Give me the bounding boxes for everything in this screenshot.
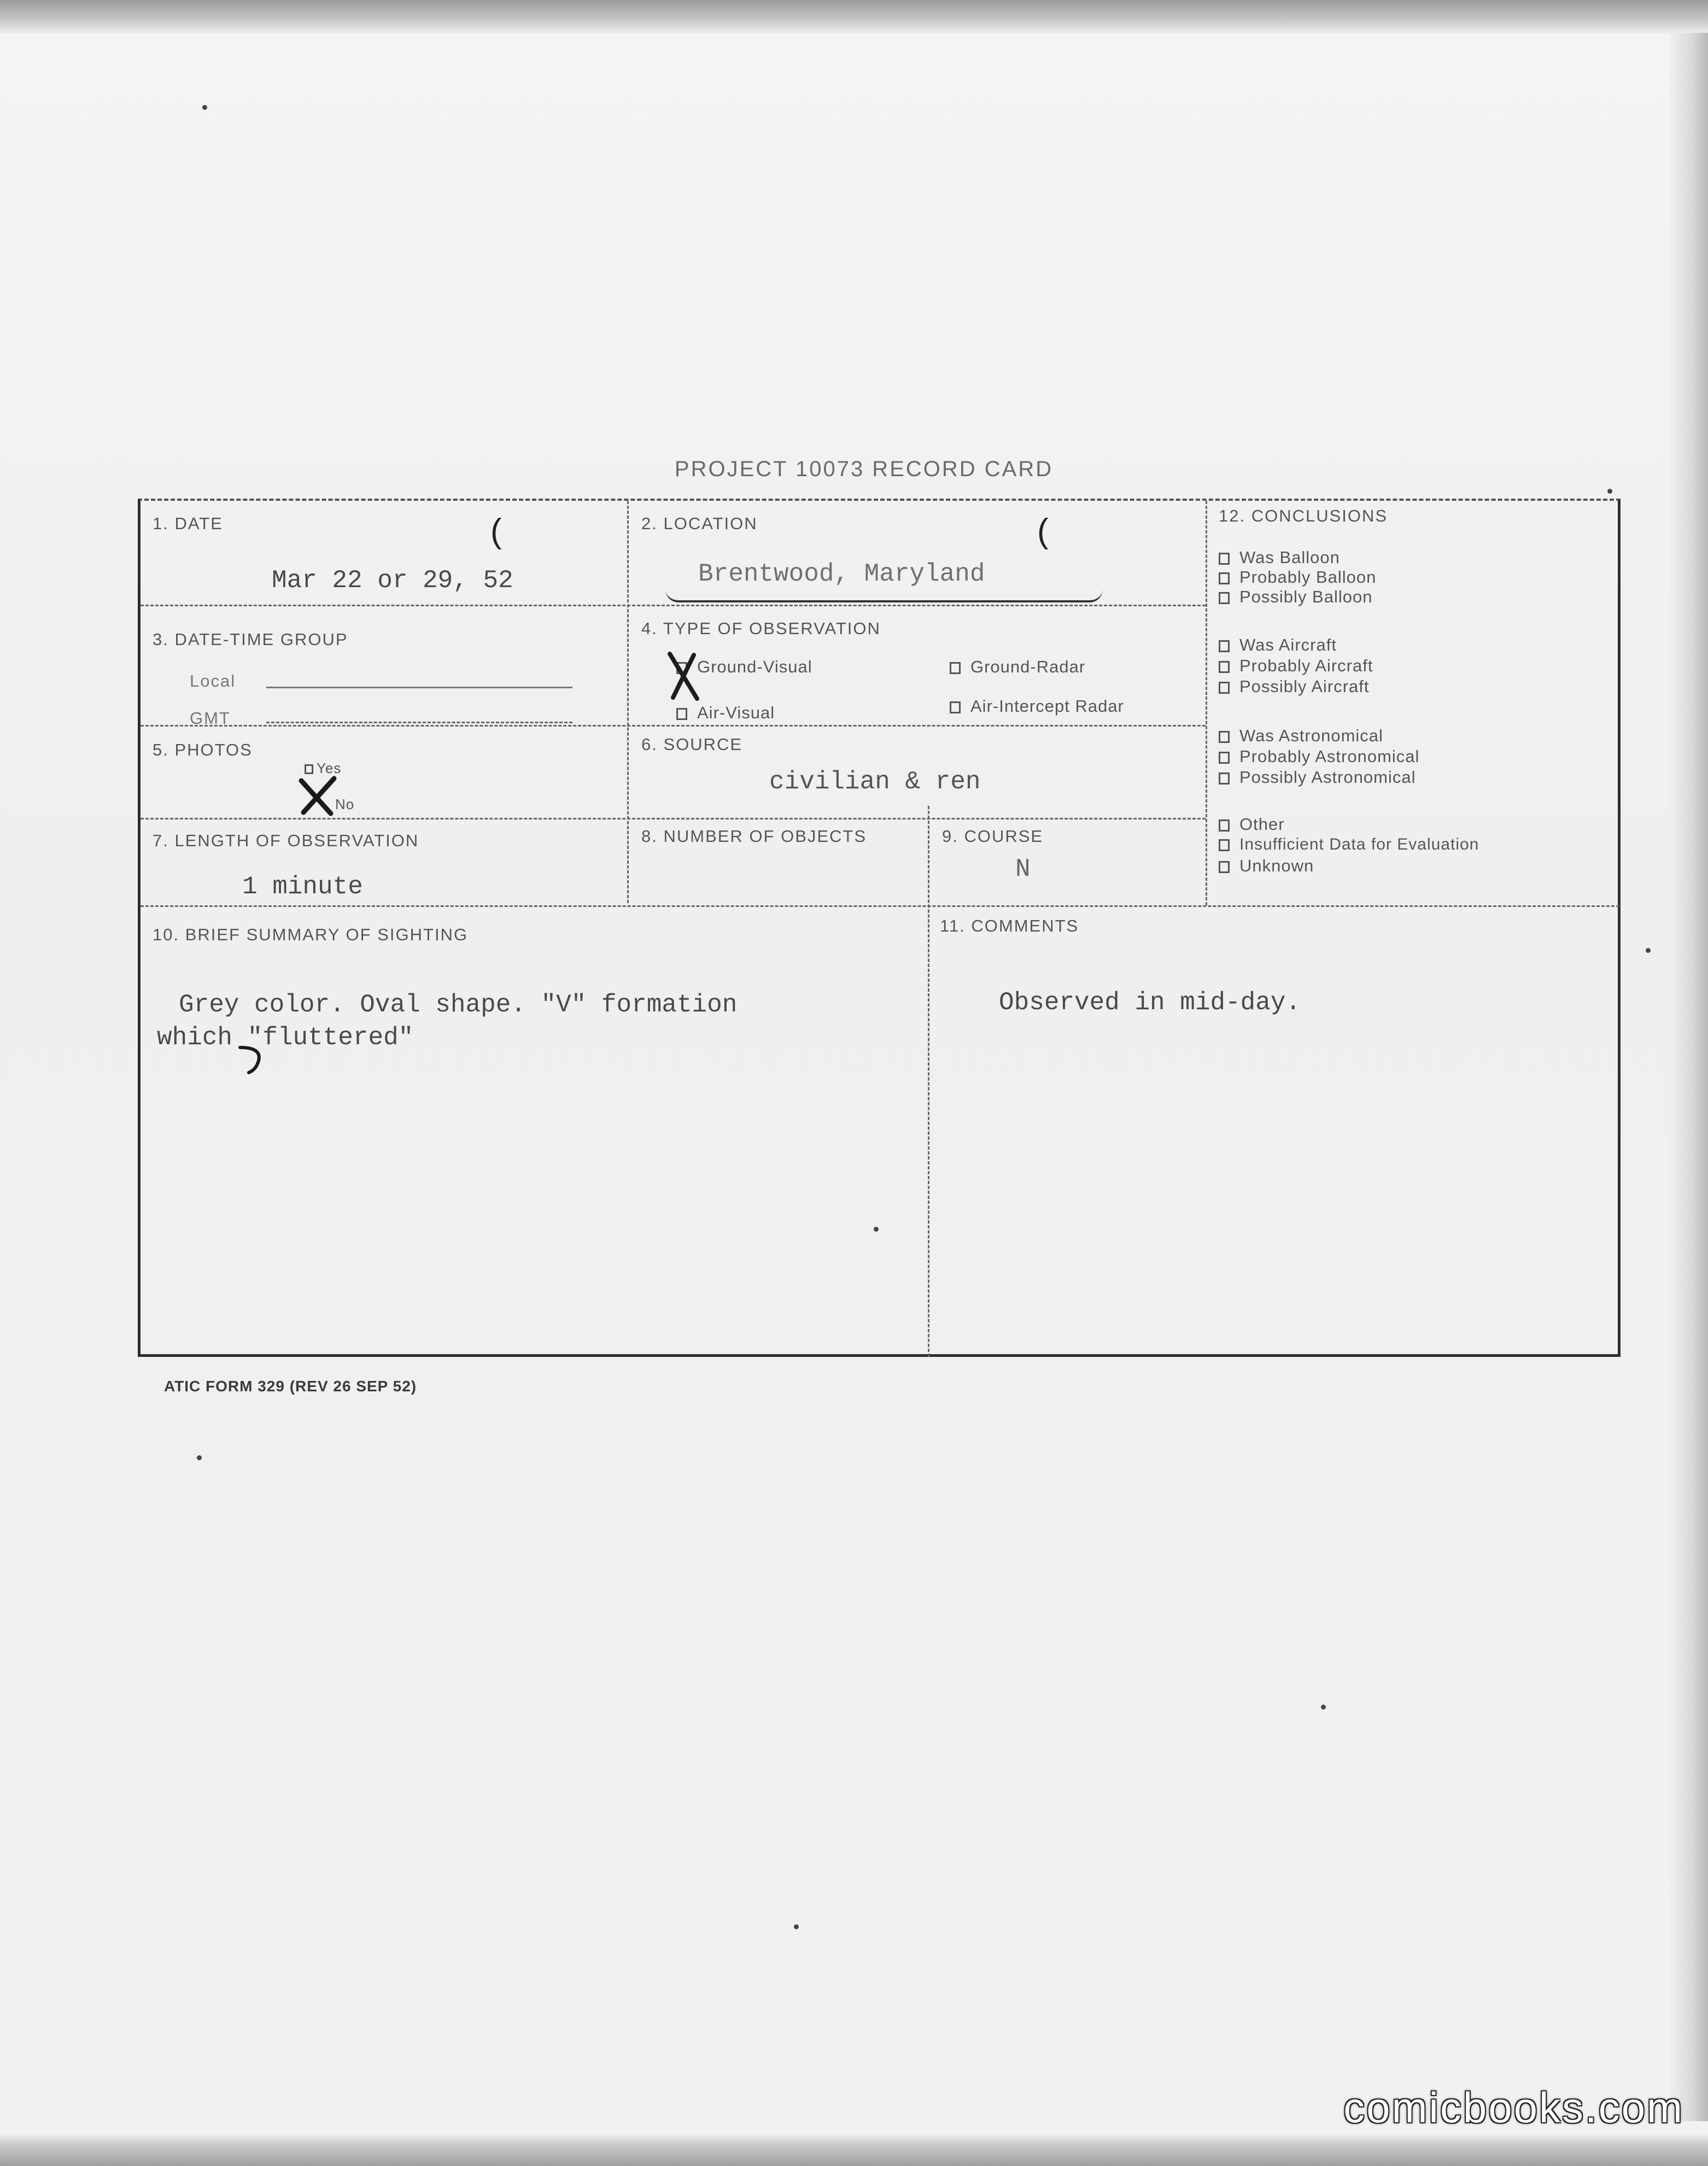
scan-speck <box>1646 948 1651 953</box>
checkbox-icon <box>1219 572 1230 584</box>
course-label: 9. COURSE <box>942 827 1044 846</box>
conclusions-label: 12. CONCLUSIONS <box>1219 506 1388 525</box>
location-label: 2. LOCATION <box>641 514 758 533</box>
scan-speck <box>874 1227 879 1232</box>
conclusion-possibly-aircraft: Possibly Aircraft <box>1219 677 1370 696</box>
scan-speck <box>1607 489 1612 494</box>
scan-speck <box>1321 1705 1326 1710</box>
brief-summary-line2: which "fluttered" <box>157 1023 414 1052</box>
date-label: 1. DATE <box>153 514 223 533</box>
checkmark-x-icon <box>665 652 704 701</box>
record-card <box>138 499 1621 1357</box>
checkmark-x-icon <box>296 774 340 818</box>
watermark: comicbooks.com <box>1343 2083 1684 2132</box>
option-ground-radar: Ground-Radar <box>950 657 1085 677</box>
scan-speck <box>202 105 207 110</box>
divider-row4 <box>141 905 1619 907</box>
bracket-mark: ( <box>1037 512 1049 550</box>
comments-label: 11. COMMENTS <box>940 916 1079 935</box>
source-value: civilian & ren <box>769 768 981 796</box>
underline-mark <box>665 589 1103 602</box>
number-of-objects-label: 8. NUMBER OF OBJECTS <box>641 827 867 846</box>
length-of-observation-label: 7. LENGTH OF OBSERVATION <box>153 831 419 850</box>
conclusion-was-balloon: Was Balloon <box>1219 548 1340 567</box>
form-footer: ATIC FORM 329 (REV 26 SEP 52) <box>164 1378 417 1395</box>
gmt-line <box>266 722 572 723</box>
divider-row1 <box>141 605 1206 606</box>
gmt-label: GMT <box>190 709 231 728</box>
scan-top-edge <box>0 0 1708 34</box>
source-label: 6. SOURCE <box>641 735 743 754</box>
option-photos-yes: Yes <box>305 760 341 777</box>
checkbox-icon <box>1219 839 1230 851</box>
conclusion-probably-astronomical: Probably Astronomical <box>1219 747 1419 766</box>
pen-bracket-mark <box>238 1042 265 1075</box>
checkbox-icon <box>1219 861 1230 873</box>
checkbox-icon <box>1219 752 1230 764</box>
conclusion-possibly-balloon: Possibly Balloon <box>1219 587 1372 607</box>
checkbox-icon <box>305 764 313 774</box>
checkbox-icon <box>1219 682 1230 694</box>
checkbox-icon <box>676 708 687 720</box>
local-label: Local <box>190 671 236 690</box>
conclusion-possibly-astronomical: Possibly Astronomical <box>1219 768 1416 787</box>
checkbox-icon <box>1219 640 1230 652</box>
conclusion-insufficient-data: Insufficient Data for Evaluation <box>1219 835 1479 854</box>
location-value: Brentwood, Maryland <box>698 560 985 588</box>
course-value: N <box>1015 855 1031 883</box>
local-line <box>266 687 572 688</box>
comments-value: Observed in mid-day. <box>999 988 1301 1017</box>
type-of-observation-label: 4. TYPE OF OBSERVATION <box>641 619 881 638</box>
conclusion-probably-balloon: Probably Balloon <box>1219 567 1376 587</box>
checkbox-icon <box>1219 731 1230 743</box>
photos-label: 5. PHOTOS <box>153 740 253 759</box>
conclusion-was-astronomical: Was Astronomical <box>1219 726 1383 746</box>
divider-col-comments <box>928 806 929 1357</box>
checkbox-icon <box>1219 772 1230 785</box>
date-value: Mar 22 or 29, 52 <box>272 566 513 595</box>
option-ground-visual: Ground-Visual <box>676 657 812 677</box>
conclusion-probably-aircraft: Probably Aircraft <box>1219 656 1373 676</box>
divider-row3 <box>141 818 1206 819</box>
brief-summary-label: 10. BRIEF SUMMARY OF SIGHTING <box>153 925 469 944</box>
checkbox-icon <box>950 701 961 713</box>
conclusion-other: Other <box>1219 815 1285 834</box>
length-of-observation-value: 1 minute <box>242 873 363 901</box>
checkbox-icon <box>950 662 961 674</box>
divider-conclusions <box>1206 501 1207 905</box>
scan-bottom-edge <box>0 2133 1708 2166</box>
card-title: PROJECT 10073 RECORD CARD <box>674 457 1054 481</box>
checkbox-icon <box>1219 661 1230 673</box>
option-air-intercept-radar: Air-Intercept Radar <box>950 696 1124 716</box>
scan-speck <box>794 1924 799 1929</box>
date-time-group-label: 3. DATE-TIME GROUP <box>153 630 348 649</box>
checkbox-icon <box>1219 592 1230 604</box>
conclusion-unknown: Unknown <box>1219 856 1314 876</box>
bracket-mark: ( <box>490 512 502 550</box>
option-air-visual: Air-Visual <box>676 703 775 723</box>
option-photos-no: No <box>335 796 355 812</box>
checkbox-icon <box>1219 553 1230 565</box>
divider-row2 <box>141 725 1206 727</box>
scan-right-edge <box>1670 33 1708 2121</box>
divider-col1 <box>627 501 629 903</box>
checkbox-icon <box>1219 819 1230 832</box>
brief-summary-line1: Grey color. Oval shape. "V" formation <box>179 991 738 1019</box>
conclusion-was-aircraft: Was Aircraft <box>1219 635 1337 655</box>
scan-speck <box>197 1455 202 1460</box>
